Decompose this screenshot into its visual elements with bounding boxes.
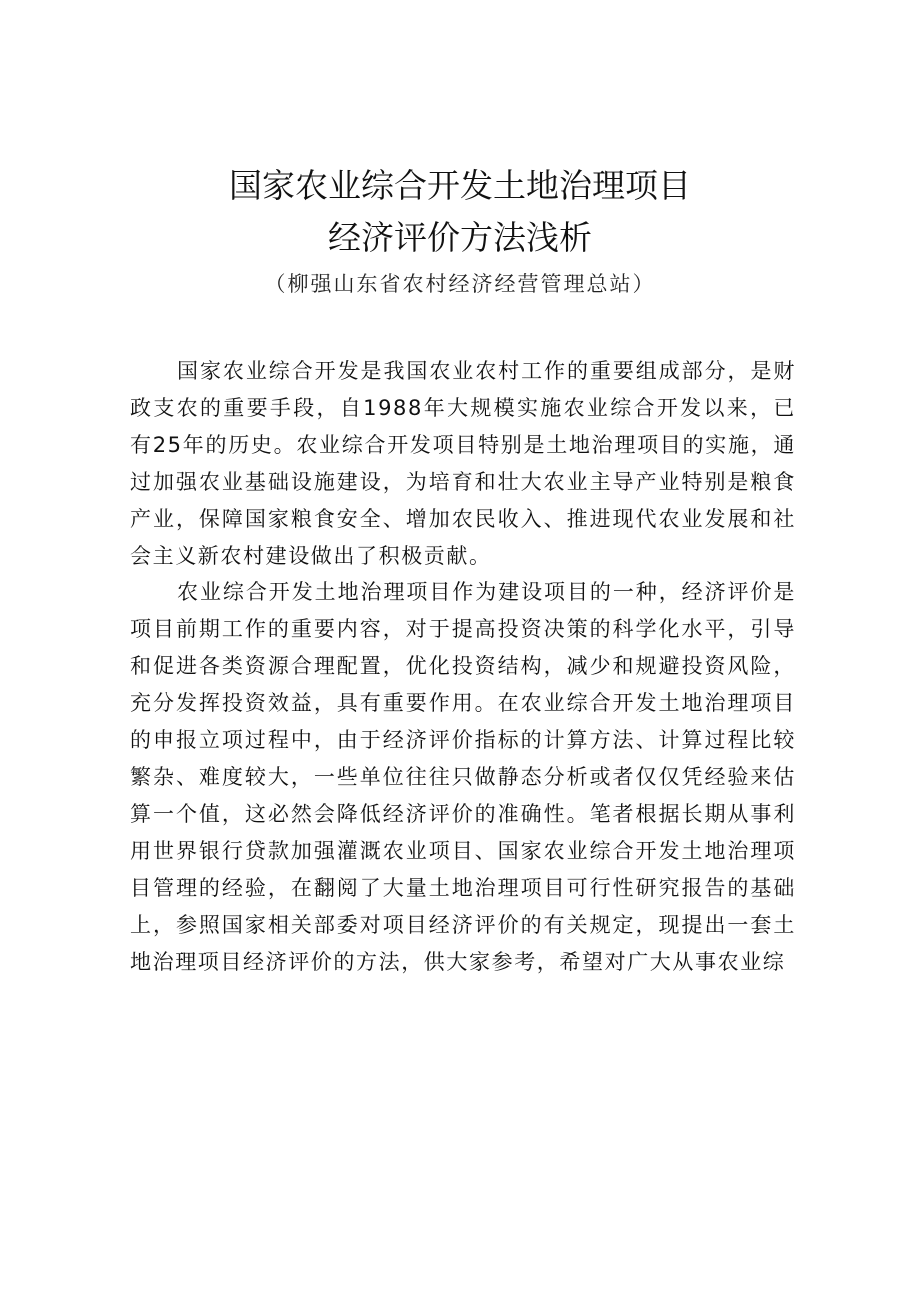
body-paragraph-2: 农业综合开发土地治理项目作为建设项目的一种，经济评价是项目前期工作的重要内容，对于提高投资决策的科学化水平，引导和促进各类资源合理配置，优化投资结构，减少和规避投资风险，充分发挥投资效益，具有重要作用。在农业综合开发土地治理项目的申报立项过程中，由于经济评价指标的计算方法、计算过程比较繁杂、难度较大，一些单位往往只做静态分析或者仅仅凭经验来估算一个值，这必然会降低经济评价的准确性。笔者根据长期从事利用世界银行贷款加强灌溉农业项目、国家农业综合开发土地治理项目管理的经验，在翻阅了大量土地治理项目可行性研究报告的基础上，参照国家相关部委对项目经济评价的有关规定，现提出一套土地治理项目经济评价的方法，供大家参考，希望对广大从事农业综 <box>130 580 796 974</box>
body-paragraph-1: 国家农业综合开发是我国农业农村工作的重要组成部分，是财政支农的重要手段，自1988年大规模实施农业综合开发以来，已有25年的历史。农业综合开发项目特别是土地治理项目的实施，通过加强农业基础设施建设，为培育和壮大农业主导产业特别是粮食产业，保障国家粮食安全、增加农民收入、推进现代农业发展和社会主义新农村建设做出了积极贡献。 <box>130 359 796 568</box>
document-author: （柳强山东省农村经济经营管理总站） <box>264 272 656 296</box>
document-title-line-1: 国家农业综合开发土地治理项目 <box>229 166 691 205</box>
document-title-line-2: 经济评价方法浅析 <box>328 218 592 257</box>
document-body <box>130 353 796 980</box>
